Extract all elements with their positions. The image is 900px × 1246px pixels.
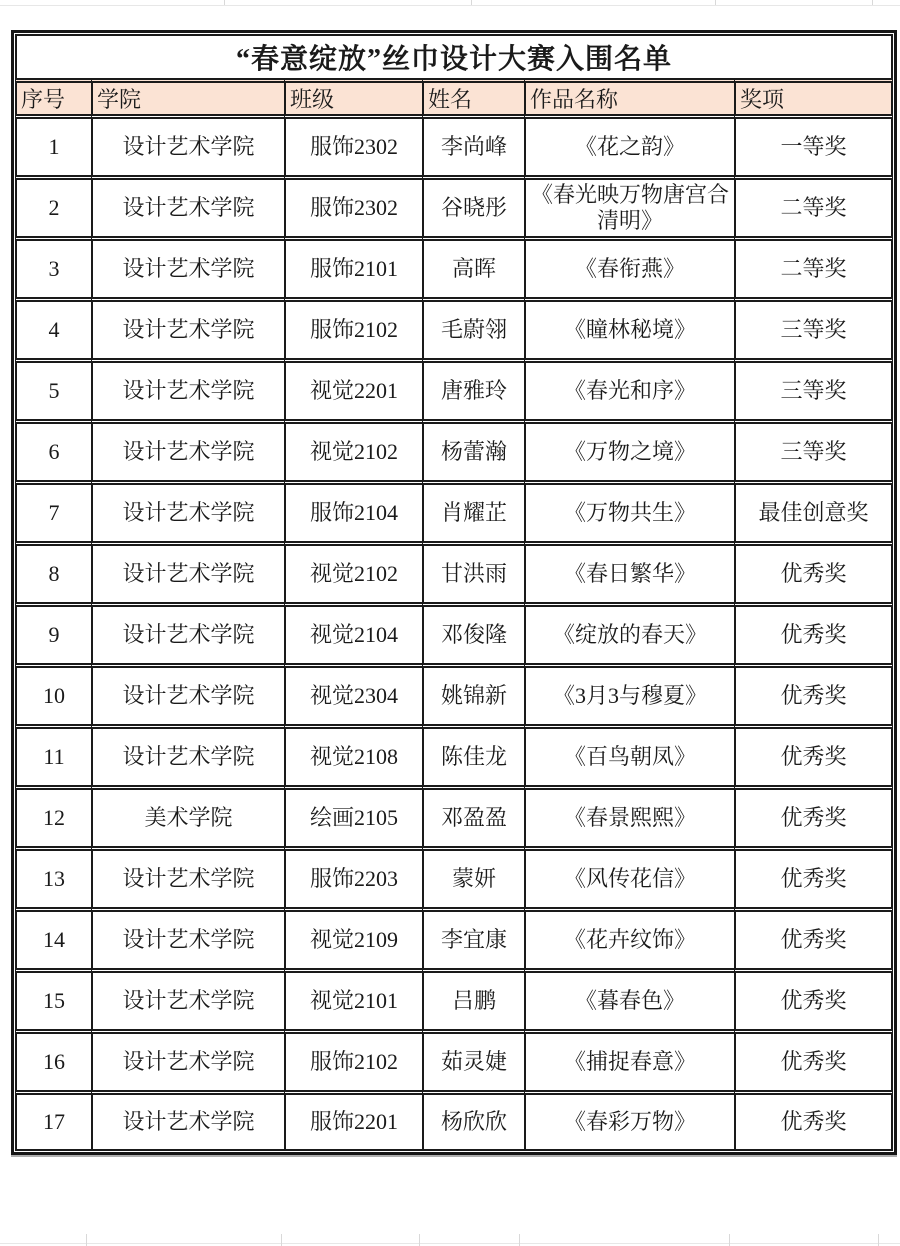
sheet-gridline bbox=[0, 5, 900, 6]
cell-college[interactable]: 设计艺术学院 bbox=[91, 1090, 284, 1151]
cell-work[interactable]: 《春衔燕》 bbox=[524, 236, 734, 297]
cell-name[interactable]: 高晖 bbox=[422, 236, 524, 297]
cell-award[interactable]: 二等奖 bbox=[734, 175, 893, 236]
table-row bbox=[15, 724, 893, 785]
cell-college[interactable]: 设计艺术学院 bbox=[91, 175, 284, 236]
cell-no[interactable]: 5 bbox=[15, 358, 91, 419]
cell-work[interactable]: 《瞳林秘境》 bbox=[524, 297, 734, 358]
cell-name[interactable]: 茹灵婕 bbox=[422, 1029, 524, 1090]
cell-college[interactable]: 设计艺术学院 bbox=[91, 907, 284, 968]
cell-award[interactable]: 优秀奖 bbox=[734, 724, 893, 785]
cell-college[interactable]: 设计艺术学院 bbox=[91, 968, 284, 1029]
cell-award[interactable]: 优秀奖 bbox=[734, 907, 893, 968]
cell-work[interactable]: 《花卉纹饰》 bbox=[524, 907, 734, 968]
cell-work[interactable]: 《风传花信》 bbox=[524, 846, 734, 907]
cell-college[interactable]: 设计艺术学院 bbox=[91, 1029, 284, 1090]
cell-class[interactable]: 视觉2201 bbox=[284, 358, 422, 419]
cell-college[interactable]: 设计艺术学院 bbox=[91, 724, 284, 785]
cell-college[interactable]: 设计艺术学院 bbox=[91, 541, 284, 602]
cell-work[interactable]: 《春景熙熙》 bbox=[524, 785, 734, 846]
table-row bbox=[15, 1090, 893, 1151]
cell-award[interactable]: 优秀奖 bbox=[734, 1090, 893, 1151]
cell-name[interactable]: 陈佳龙 bbox=[422, 724, 524, 785]
cell-name[interactable]: 李尚峰 bbox=[422, 114, 524, 175]
cell-name[interactable]: 邓盈盈 bbox=[422, 785, 524, 846]
table-row bbox=[15, 846, 893, 907]
sheet-gridline bbox=[86, 1234, 87, 1246]
cell-class[interactable]: 视觉2102 bbox=[284, 419, 422, 480]
table-row bbox=[15, 419, 893, 480]
cell-name[interactable]: 唐雅玲 bbox=[422, 358, 524, 419]
cell-work[interactable]: 《捕捉春意》 bbox=[524, 1029, 734, 1090]
table-row bbox=[15, 358, 893, 419]
competition-table bbox=[15, 34, 893, 1151]
cell-class[interactable]: 服饰2101 bbox=[284, 236, 422, 297]
cell-award[interactable]: 一等奖 bbox=[734, 114, 893, 175]
cell-work[interactable]: 《花之韵》 bbox=[524, 114, 734, 175]
cell-no[interactable]: 7 bbox=[15, 480, 91, 541]
cell-work[interactable]: 《万物共生》 bbox=[524, 480, 734, 541]
cell-award[interactable]: 优秀奖 bbox=[734, 785, 893, 846]
cell-name[interactable]: 吕鹏 bbox=[422, 968, 524, 1029]
cell-college[interactable]: 美术学院 bbox=[91, 785, 284, 846]
cell-class[interactable]: 服饰2302 bbox=[284, 175, 422, 236]
cell-name[interactable]: 姚锦新 bbox=[422, 663, 524, 724]
sheet-gridline bbox=[224, 0, 225, 5]
table-header-row bbox=[15, 78, 893, 114]
cell-work[interactable]: 《春光映万物唐宫合清明》 bbox=[524, 175, 734, 236]
cell-no[interactable]: 2 bbox=[15, 175, 91, 236]
table-row bbox=[15, 785, 893, 846]
sheet-gridline bbox=[878, 1234, 879, 1246]
table-title: “春意绽放”丝巾设计大赛入围名单 bbox=[15, 34, 893, 78]
sheet-gridline bbox=[519, 1234, 520, 1246]
cell-no[interactable]: 12 bbox=[15, 785, 91, 846]
column-header-class[interactable]: 班级 bbox=[284, 78, 422, 114]
sheet-gridline bbox=[715, 0, 716, 5]
cell-work[interactable]: 《绽放的春天》 bbox=[524, 602, 734, 663]
table-row bbox=[15, 541, 893, 602]
table-row bbox=[15, 968, 893, 1029]
cell-class[interactable]: 视觉2102 bbox=[284, 541, 422, 602]
cell-award[interactable]: 优秀奖 bbox=[734, 846, 893, 907]
cell-no[interactable]: 17 bbox=[15, 1090, 91, 1151]
cell-award[interactable]: 三等奖 bbox=[734, 419, 893, 480]
cell-work[interactable]: 《百鸟朝凤》 bbox=[524, 724, 734, 785]
table-row bbox=[15, 663, 893, 724]
cell-no[interactable]: 10 bbox=[15, 663, 91, 724]
cell-name[interactable]: 杨蕾瀚 bbox=[422, 419, 524, 480]
table-row bbox=[15, 602, 893, 663]
cell-name[interactable]: 甘洪雨 bbox=[422, 541, 524, 602]
cell-work[interactable]: 《暮春色》 bbox=[524, 968, 734, 1029]
cell-college[interactable]: 设计艺术学院 bbox=[91, 297, 284, 358]
column-header-no[interactable]: 序号 bbox=[15, 78, 91, 114]
cell-work[interactable]: 《春光和序》 bbox=[524, 358, 734, 419]
cell-no[interactable]: 9 bbox=[15, 602, 91, 663]
cell-name[interactable]: 肖耀芷 bbox=[422, 480, 524, 541]
cell-class[interactable]: 绘画2105 bbox=[284, 785, 422, 846]
cell-name[interactable]: 李宜康 bbox=[422, 907, 524, 968]
cell-award[interactable]: 三等奖 bbox=[734, 358, 893, 419]
cell-college[interactable]: 设计艺术学院 bbox=[91, 358, 284, 419]
table-title-row bbox=[15, 34, 893, 78]
cell-work[interactable]: 《3月3与穆夏》 bbox=[524, 663, 734, 724]
cell-college[interactable]: 设计艺术学院 bbox=[91, 480, 284, 541]
sheet-gridline bbox=[0, 1243, 900, 1244]
sheet-gridline bbox=[872, 0, 873, 5]
column-header-work[interactable]: 作品名称 bbox=[524, 78, 734, 114]
cell-award[interactable]: 优秀奖 bbox=[734, 541, 893, 602]
column-header-name[interactable]: 姓名 bbox=[422, 78, 524, 114]
column-header-college[interactable]: 学院 bbox=[91, 78, 284, 114]
cell-college[interactable]: 设计艺术学院 bbox=[91, 663, 284, 724]
cell-work[interactable]: 《万物之境》 bbox=[524, 419, 734, 480]
cell-no[interactable]: 15 bbox=[15, 968, 91, 1029]
award-table-box bbox=[11, 30, 897, 1155]
cell-no[interactable]: 11 bbox=[15, 724, 91, 785]
cell-class[interactable]: 视觉2304 bbox=[284, 663, 422, 724]
table-row bbox=[15, 480, 893, 541]
cell-no[interactable]: 13 bbox=[15, 846, 91, 907]
table-row bbox=[15, 1029, 893, 1090]
cell-class[interactable]: 服饰2302 bbox=[284, 114, 422, 175]
cell-class[interactable]: 服饰2102 bbox=[284, 1029, 422, 1090]
cell-name[interactable]: 蒙妍 bbox=[422, 846, 524, 907]
cell-class[interactable]: 视觉2109 bbox=[284, 907, 422, 968]
cell-name[interactable]: 邓俊隆 bbox=[422, 602, 524, 663]
sheet-gridline bbox=[729, 1234, 730, 1246]
table-row bbox=[15, 236, 893, 297]
cell-college[interactable]: 设计艺术学院 bbox=[91, 602, 284, 663]
cell-no[interactable]: 14 bbox=[15, 907, 91, 968]
table-row bbox=[15, 175, 893, 236]
cell-college[interactable]: 设计艺术学院 bbox=[91, 114, 284, 175]
cell-class[interactable]: 视觉2108 bbox=[284, 724, 422, 785]
cell-award[interactable]: 优秀奖 bbox=[734, 1029, 893, 1090]
cell-no[interactable]: 1 bbox=[15, 114, 91, 175]
cell-name[interactable]: 毛蔚翎 bbox=[422, 297, 524, 358]
cell-award[interactable]: 优秀奖 bbox=[734, 663, 893, 724]
cell-no[interactable]: 8 bbox=[15, 541, 91, 602]
cell-work[interactable]: 《春彩万物》 bbox=[524, 1090, 734, 1151]
cell-college[interactable]: 设计艺术学院 bbox=[91, 846, 284, 907]
cell-award[interactable]: 优秀奖 bbox=[734, 968, 893, 1029]
cell-no[interactable]: 3 bbox=[15, 236, 91, 297]
cell-award[interactable]: 二等奖 bbox=[734, 236, 893, 297]
cell-award[interactable]: 优秀奖 bbox=[734, 602, 893, 663]
table-row bbox=[15, 114, 893, 175]
cell-name[interactable]: 杨欣欣 bbox=[422, 1090, 524, 1151]
sheet-gridline bbox=[471, 0, 472, 5]
column-header-award[interactable]: 奖项 bbox=[734, 78, 893, 114]
cell-college[interactable]: 设计艺术学院 bbox=[91, 236, 284, 297]
cell-award[interactable]: 最佳创意奖 bbox=[734, 480, 893, 541]
cell-class[interactable]: 视觉2104 bbox=[284, 602, 422, 663]
sheet-gridline bbox=[281, 1234, 282, 1246]
cell-class[interactable]: 服饰2102 bbox=[284, 297, 422, 358]
cell-name[interactable]: 谷晓彤 bbox=[422, 175, 524, 236]
cell-no[interactable]: 4 bbox=[15, 297, 91, 358]
cell-class[interactable]: 视觉2101 bbox=[284, 968, 422, 1029]
sheet-gridline bbox=[419, 1234, 420, 1246]
cell-no[interactable]: 6 bbox=[15, 419, 91, 480]
cell-award[interactable]: 三等奖 bbox=[734, 297, 893, 358]
cell-college[interactable]: 设计艺术学院 bbox=[91, 419, 284, 480]
table-row bbox=[15, 907, 893, 968]
cell-work[interactable]: 《春日繁华》 bbox=[524, 541, 734, 602]
cell-no[interactable]: 16 bbox=[15, 1029, 91, 1090]
table-row bbox=[15, 297, 893, 358]
cell-class[interactable]: 服饰2203 bbox=[284, 846, 422, 907]
cell-class[interactable]: 服饰2201 bbox=[284, 1090, 422, 1151]
cell-class[interactable]: 服饰2104 bbox=[284, 480, 422, 541]
